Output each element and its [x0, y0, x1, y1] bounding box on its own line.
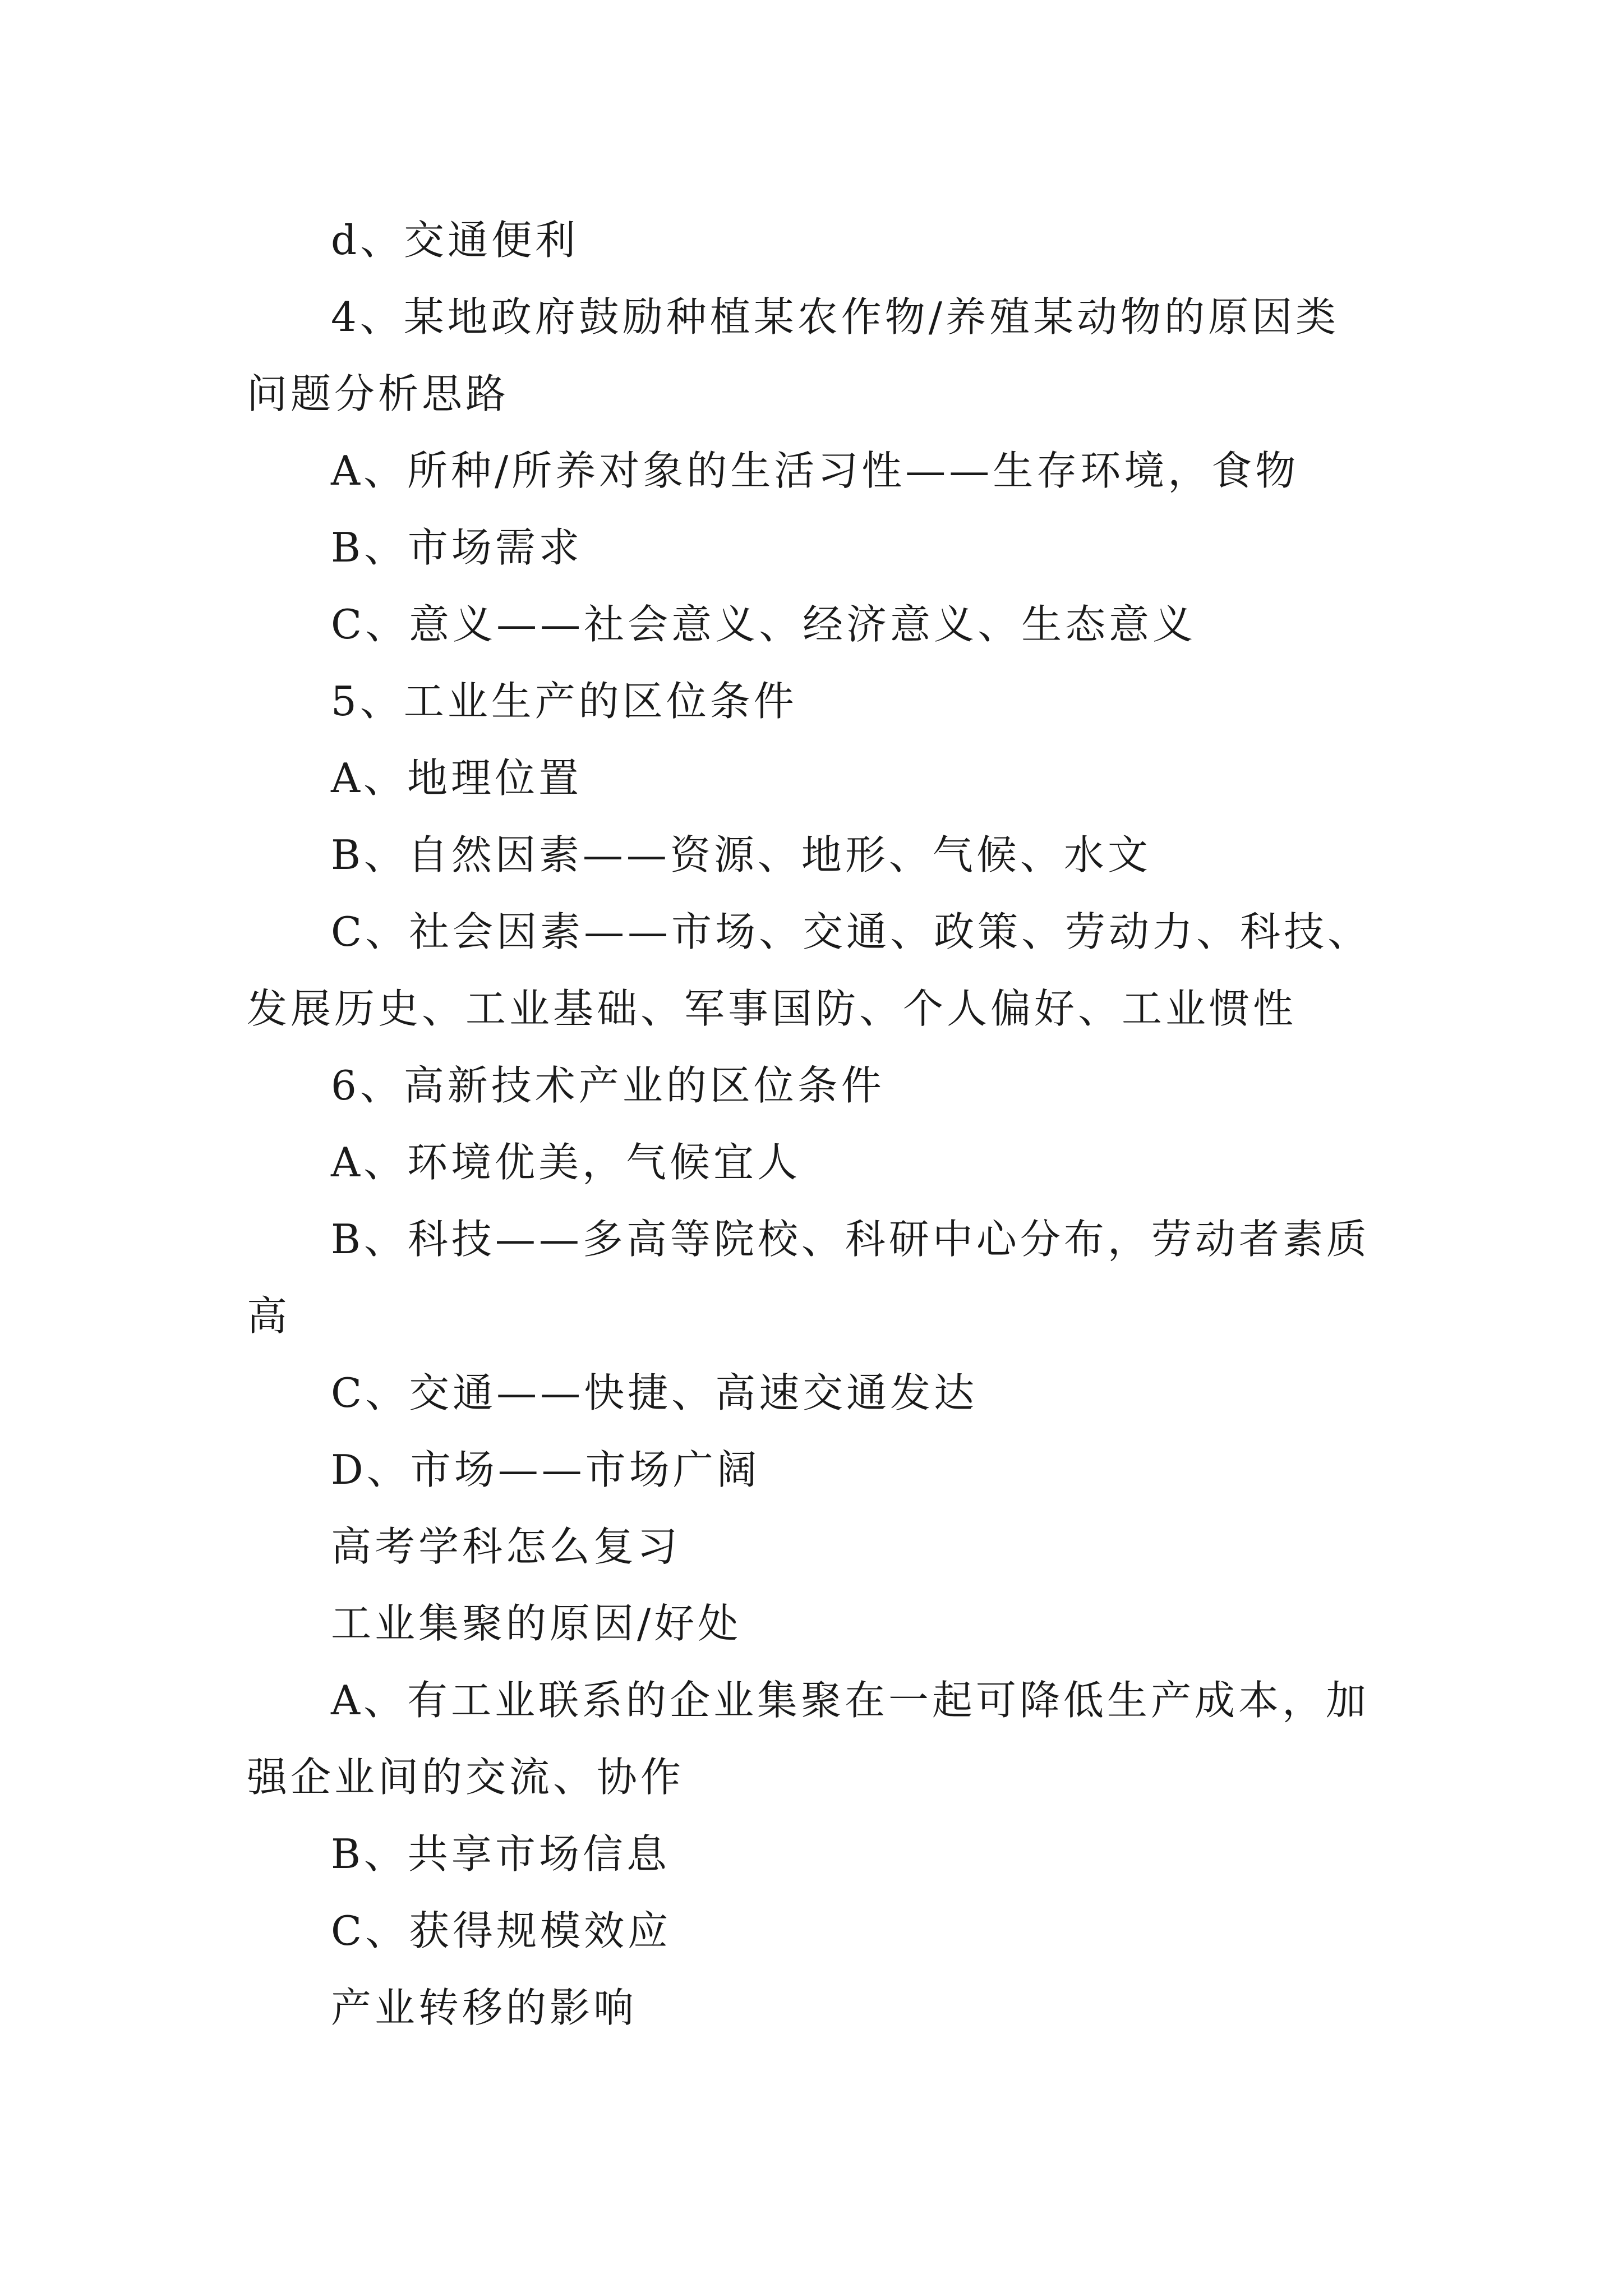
section-heading: 高考学科怎么复习 [331, 1523, 681, 1570]
text-line: A、环境优美，气候宜人 [331, 1139, 801, 1186]
text-line: d、交通便利 [331, 217, 579, 264]
text-line: B、共享市场信息 [331, 1830, 670, 1878]
text-line: D、市场——市场广阔 [331, 1446, 760, 1493]
text-line: A、有工业联系的企业集聚在一起可降低生产成本，加强企业间的交流、协作 [247, 1677, 1370, 1801]
text-line: B、科技——多高等院校、科研中心分布，劳动者素质高 [247, 1216, 1370, 1340]
text-line: B、自然因素——资源、地形、气候、水文 [331, 831, 1151, 878]
section-heading: 产业转移的影响 [331, 1984, 638, 2031]
text-line: C、获得规模效应 [331, 1907, 672, 1954]
section-heading: 工业集聚的原因/好处 [331, 1600, 742, 1647]
question-heading: 4、某地政府鼓励种植某农作物/养殖某动物的原因类问题分析思路 [247, 293, 1340, 417]
text-line: C、交通——快捷、高速交通发达 [331, 1369, 978, 1416]
section-heading: 5、工业生产的区位条件 [331, 678, 797, 725]
text-line: C、意义——社会意义、经济意义、生态意义 [331, 601, 1197, 648]
document-body [247, 202, 1380, 2046]
text-line: A、地理位置 [331, 754, 582, 802]
section-heading: 6、高新技术产业的区位条件 [331, 1062, 885, 1109]
text-line: B、市场需求 [331, 524, 583, 571]
text-line: C、社会因素——市场、交通、政策、劳动力、科技、发展历史、工业基础、军事国防、个人偏好、工业惯性 [247, 908, 1372, 1032]
text-line: A、所种/所养对象的生活习性——生存环境，食物 [331, 447, 1299, 494]
